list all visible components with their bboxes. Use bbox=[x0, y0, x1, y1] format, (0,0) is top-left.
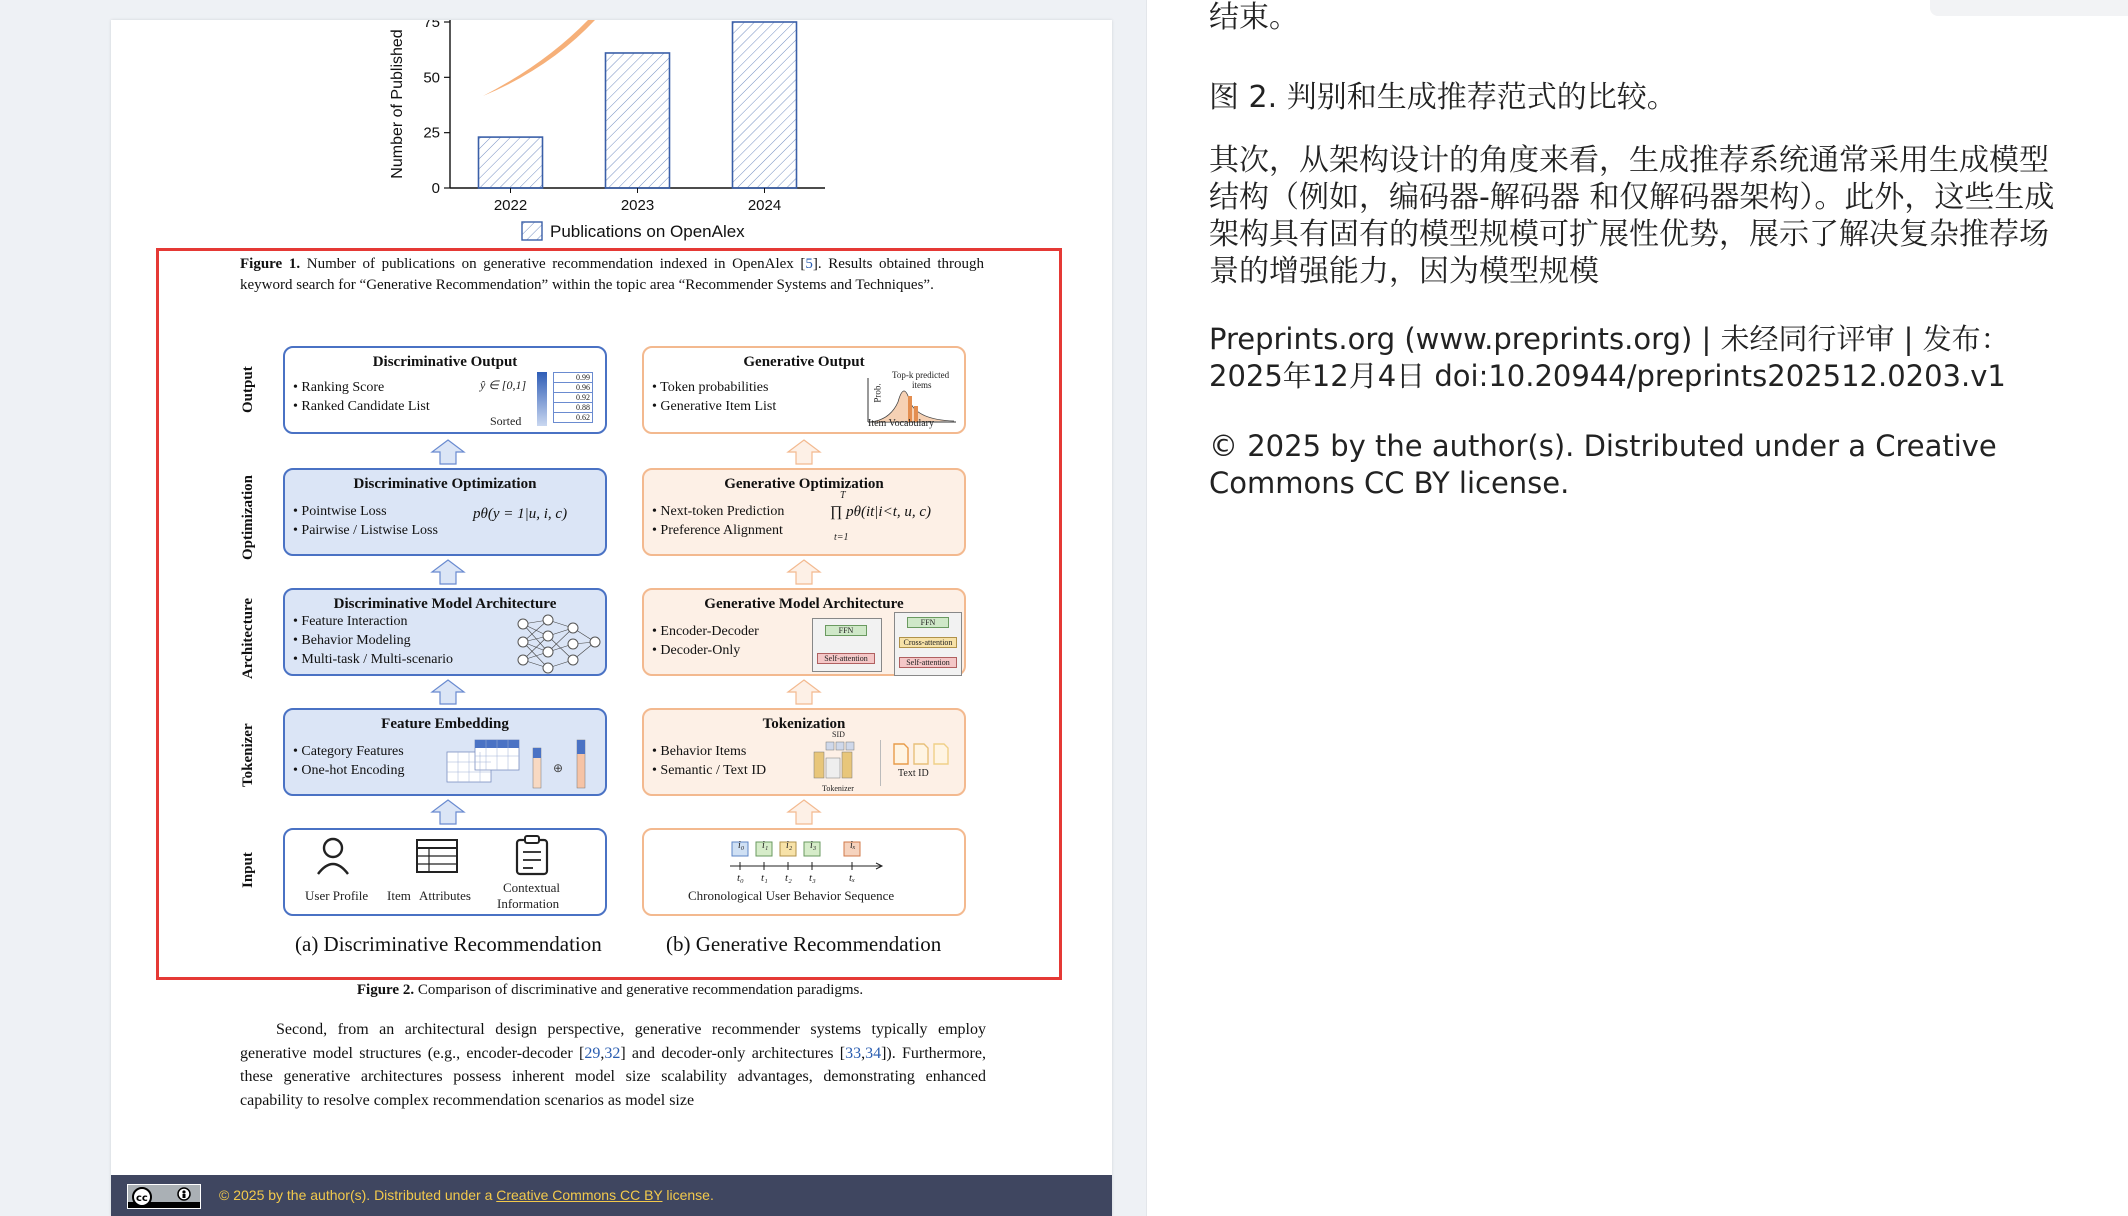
translation-license-line: © 2025 by the author(s). Distributed under a Creative Commons CC BY license. bbox=[1209, 429, 1997, 500]
disc-architecture-item: • Behavior Modeling bbox=[293, 631, 453, 650]
y-tick-label: 0 bbox=[431, 180, 440, 197]
toolbar-pill[interactable] bbox=[1930, 0, 2128, 16]
selection-highlight-box[interactable] bbox=[156, 248, 1062, 980]
gen-output-item: • Token probabilities bbox=[652, 378, 776, 397]
pane-divider[interactable] bbox=[1146, 0, 1147, 1216]
encoder-self-attention: Self-attention bbox=[817, 653, 875, 664]
gen-sid-label: SID bbox=[832, 730, 845, 739]
gen-vocab-label: Item Vocabulary bbox=[868, 418, 935, 429]
trend-swoosh bbox=[483, 20, 595, 96]
body-text-3: ]). Furthermore, these generative architectures possess inherent model size scalability advantages, demonstrating enhanced capability to resolve complex recommendation scenarios as model size bbox=[240, 1044, 986, 1109]
item-label: Item bbox=[387, 888, 411, 903]
x-tick-label: 2023 bbox=[620, 197, 655, 214]
disc-tokenizer-title: Feature Embedding bbox=[381, 716, 509, 732]
x-tick-label: 2024 bbox=[747, 197, 782, 214]
translation-top-fragment: 结束。 bbox=[1209, 0, 1299, 35]
gen-tokenizer-title: Tokenization bbox=[762, 716, 846, 732]
seq-time: t₀ bbox=[737, 872, 744, 884]
gen-optimization-item: • Preference Alignment bbox=[652, 521, 784, 540]
legend-label: Publications on OpenAlex bbox=[550, 222, 745, 241]
decoder-ffn: FFN bbox=[907, 617, 949, 628]
decoder-self-attention: Self-attention bbox=[899, 657, 957, 668]
bar bbox=[479, 137, 543, 188]
information-label: Information bbox=[497, 896, 560, 911]
disc-score: 0.96 bbox=[553, 383, 593, 393]
gen-topk-items: items bbox=[912, 380, 932, 390]
disc-output-item: • Ranking Score bbox=[293, 378, 430, 397]
gen-architecture-title: Generative Model Architecture bbox=[704, 596, 904, 612]
user-profile-label: User Profile bbox=[305, 888, 369, 903]
gen-output-title: Generative Output bbox=[743, 354, 865, 370]
row-label-architecture: Architecture bbox=[240, 597, 256, 679]
bar bbox=[606, 53, 670, 188]
footer-license-text bbox=[219, 1187, 714, 1203]
y-tick-label: 75 bbox=[423, 20, 440, 31]
page-footer bbox=[111, 1175, 1112, 1216]
caption-a: (a) Discriminative Recommendation bbox=[295, 932, 602, 956]
gen-formula: ∏ pθ(it|i<t, u, c) bbox=[830, 504, 932, 520]
seq-token: i₀ bbox=[738, 840, 745, 851]
disc-architecture-item: • Feature Interaction bbox=[293, 612, 453, 631]
disc-architecture-title: Discriminative Model Architecture bbox=[333, 596, 557, 612]
publications-chart bbox=[380, 20, 900, 250]
figure1-text-a: Number of publications on generative recommendation indexed in OpenAlex [ bbox=[306, 256, 806, 272]
translation-paragraph: 其次，从架构设计的角度来看，生成推荐系统通常采用生成模型结构（例如，编码器-解码器 和仅解码器架构）。此外，这些生成架构具有固有的模型规模可扩展性优势，展示了解决复杂推荐场景的增强能力，因为模型规模 bbox=[1209, 143, 2055, 289]
gen-prod-top: T bbox=[840, 490, 846, 501]
gen-architecture-item: • Decoder-Only bbox=[652, 641, 759, 660]
cc-by-badge-icon[interactable] bbox=[127, 1184, 201, 1209]
seq-token: i₁ bbox=[762, 840, 769, 851]
disc-score: 0.88 bbox=[553, 403, 593, 413]
seq-token: i₃ bbox=[810, 840, 817, 851]
row-label-output: Output bbox=[240, 366, 256, 414]
cc-license-link[interactable]: Creative Commons CC BY bbox=[496, 1187, 663, 1203]
disc-formula: pθ(y = 1|u, i, c) bbox=[473, 506, 568, 522]
disc-architecture-item: • Multi-task / Multi-scenario bbox=[293, 650, 453, 669]
disc-tokenizer-item: • Category Features bbox=[293, 742, 404, 761]
disc-optimization-item: • Pairwise / Listwise Loss bbox=[293, 521, 438, 540]
gen-tokenizer-label: Tokenizer bbox=[822, 784, 854, 793]
figure2-label: Figure 2. bbox=[356, 982, 415, 998]
legend-swatch bbox=[522, 222, 542, 240]
chart-svg bbox=[380, 20, 900, 250]
row-label-input: Input bbox=[240, 852, 256, 888]
body-text-2: ] and decoder-only architectures [ bbox=[620, 1044, 846, 1062]
ref-link-29[interactable]: 29 bbox=[584, 1044, 601, 1062]
footer-suffix: license. bbox=[662, 1187, 714, 1203]
x-tick-label: 2022 bbox=[493, 197, 528, 214]
gen-tokenizer-item: • Semantic / Text ID bbox=[652, 761, 766, 780]
disc-score: 0.92 bbox=[553, 393, 593, 403]
gen-tokenizer-item: • Behavior Items bbox=[652, 742, 766, 761]
gen-output-item: • Generative Item List bbox=[652, 397, 776, 416]
decoder-cross-attention: Cross-attention bbox=[899, 637, 957, 648]
y-axis-label: Number of Published bbox=[389, 29, 406, 179]
attributes-label: Attributes bbox=[419, 888, 471, 903]
disc-score: 0.62 bbox=[553, 413, 593, 423]
translation-figure-caption: 图 2. 判别和生成推荐范式的比较。 bbox=[1209, 80, 1677, 115]
figure2-caption-text: Comparison of discriminative and generative recommendation paradigms. bbox=[417, 982, 864, 998]
figure1-text-b: ]. Results obtained through keyword search for “Generative Recommendation” within the topic area “Recommender Systems and Techniques”. bbox=[240, 256, 984, 293]
svg-text:⊕: ⊕ bbox=[553, 761, 564, 775]
figure2-caption bbox=[240, 982, 980, 999]
figure1-ref-link[interactable]: 5 bbox=[805, 256, 813, 272]
gen-topk-label: Top-k predicted bbox=[892, 370, 950, 380]
disc-yhat: ŷ ∈ [0,1] bbox=[480, 378, 527, 392]
bar bbox=[733, 22, 797, 188]
gen-prob-label: Prob. bbox=[872, 383, 883, 403]
encoder-ffn: FFN bbox=[825, 625, 867, 636]
seq-time: t₃ bbox=[809, 872, 816, 884]
disc-optimization-title: Discriminative Optimization bbox=[353, 476, 537, 492]
y-tick-label: 50 bbox=[423, 69, 440, 87]
seq-token: iₓ bbox=[850, 840, 856, 851]
gen-optimization-title: Generative Optimization bbox=[724, 476, 884, 492]
row-label-optimization: Optimization bbox=[240, 475, 256, 561]
seq-token: i₂ bbox=[786, 840, 793, 851]
ref-link-32[interactable]: 32 bbox=[604, 1044, 621, 1062]
contextual-label: Contextual bbox=[503, 880, 561, 895]
ref-link-34[interactable]: 34 bbox=[865, 1044, 882, 1062]
body-text-1: Second, from an architectural design perspective, generative recommender systems typically employ generative model structures (e.g., encoder-decoder [ bbox=[240, 1021, 986, 1062]
seq-time: t₂ bbox=[785, 872, 792, 884]
gen-architecture-item: • Encoder-Decoder bbox=[652, 622, 759, 641]
disc-score: 0.99 bbox=[553, 372, 593, 383]
gen-optimization-item: • Next-token Prediction bbox=[652, 502, 784, 521]
gen-prod-bottom: t=1 bbox=[834, 532, 849, 543]
disc-output-title: Discriminative Output bbox=[372, 354, 518, 370]
caption-b: (b) Generative Recommendation bbox=[666, 932, 942, 956]
seq-time: tₓ bbox=[849, 872, 856, 884]
disc-optimization-item: • Pointwise Loss bbox=[293, 502, 438, 521]
gen-input-caption: Chronological User Behavior Sequence bbox=[688, 888, 895, 903]
seq-time: t₁ bbox=[761, 872, 768, 884]
footer-prefix: © 2025 by the author(s). Distributed under a bbox=[219, 1187, 497, 1203]
figure1-label: Figure 1. bbox=[240, 256, 301, 272]
y-tick-label: 25 bbox=[423, 124, 440, 142]
ref-link-33[interactable]: 33 bbox=[845, 1044, 862, 1062]
row-label-tokenizer: Tokenizer bbox=[240, 723, 256, 787]
disc-tokenizer-item: • One-hot Encoding bbox=[293, 761, 404, 780]
body-paragraph: Second, from an architectural design perspective, generative recommender systems typically employ generative model structures (e.g., encoder-decoder [29,32] and decoder-only architectures [33,34]). Furthermore, these generative architectures possess inherent model size scalability advantages, demonstrating enhanced capability to resolve complex recommendation scenarios as model size bbox=[240, 1021, 986, 1109]
disc-sorted: Sorted bbox=[490, 414, 522, 428]
gen-textid-label: Text ID bbox=[898, 768, 929, 779]
disc-output-item: • Ranked Candidate List bbox=[293, 397, 430, 416]
translation-preprint-line: Preprints.org (www.preprints.org) | 未经同行评审 | 发布：2025年12月4日 doi:10.20944/preprints202512.0203.v1 bbox=[1209, 322, 2010, 393]
svg-text:cc: cc bbox=[136, 1193, 148, 1204]
